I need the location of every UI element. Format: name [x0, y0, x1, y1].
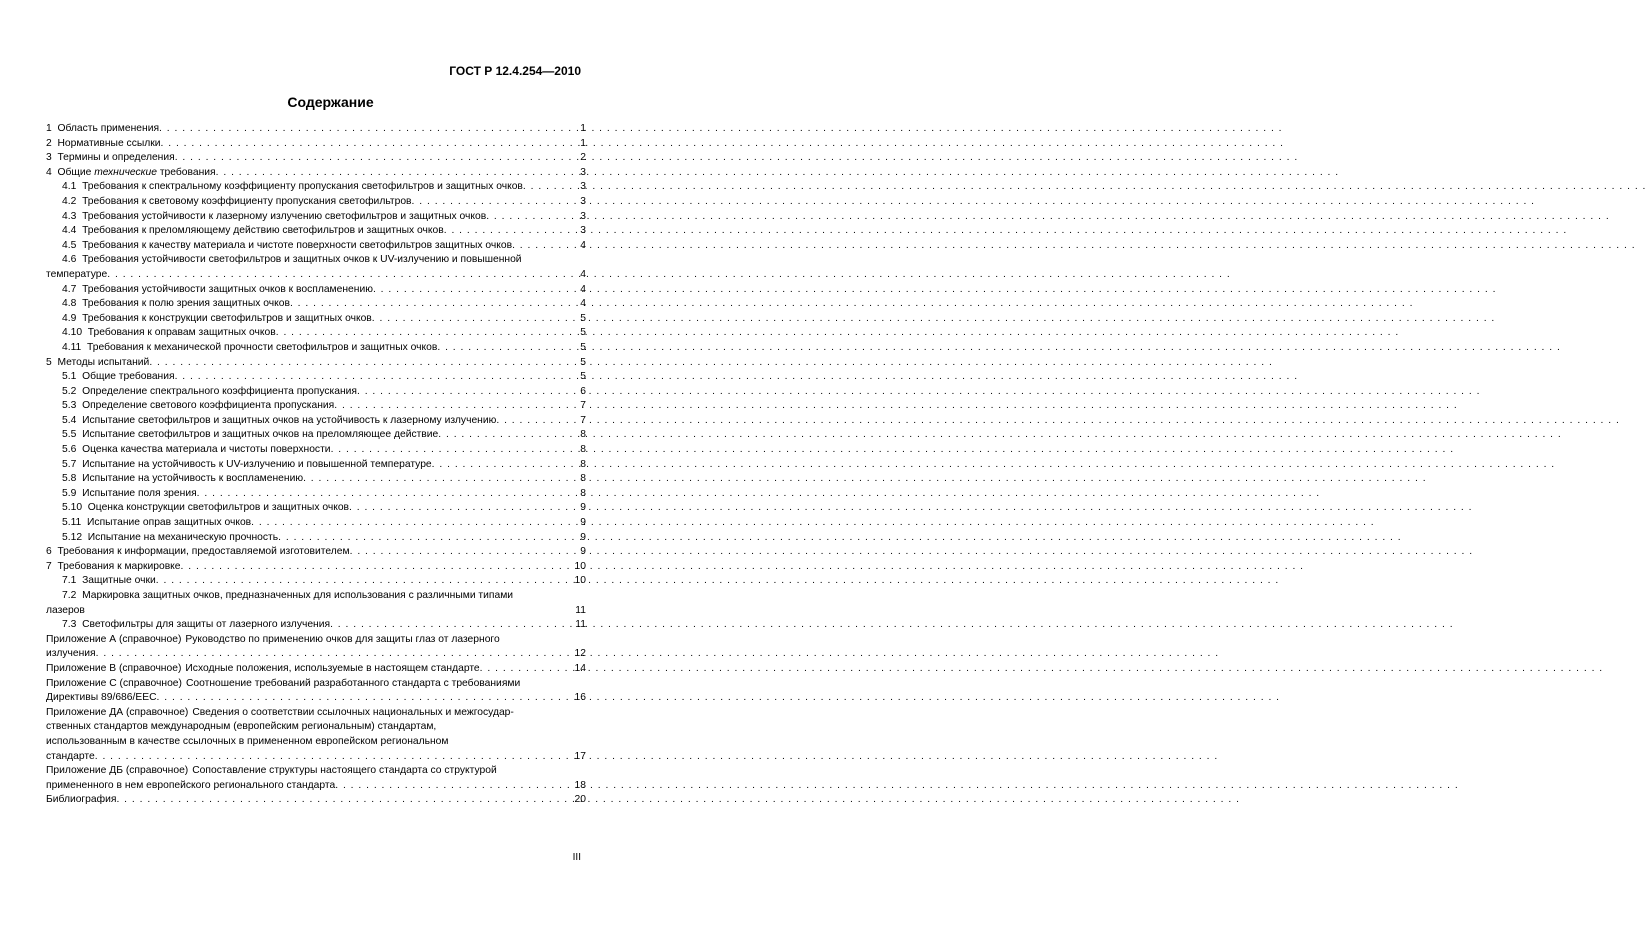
toc-page: 5 [580, 371, 586, 383]
toc-num: 5.2 [62, 385, 77, 397]
toc-text: Требования к информации, предоставляемой изготовителем [57, 546, 350, 558]
toc-entry[interactable] [46, 151, 586, 166]
annex-text: стандарте [46, 750, 95, 762]
toc-text: Испытание светофильтров и защитных очков на преломляющее действие [82, 429, 439, 441]
toc-entry[interactable] [46, 443, 586, 458]
toc-text: Требования к преломляющему действию светофильтров и защитных очков [82, 225, 444, 237]
annex-prefix: Приложение С (справочное) [46, 677, 182, 689]
toc-page: 8 [580, 473, 586, 485]
toc-text: Нормативные ссылки [57, 137, 161, 149]
toc-entry-bibliography[interactable] [46, 793, 586, 808]
toc-text: Термины и определения [57, 152, 175, 164]
toc-text: Требования к маркировке [57, 560, 181, 572]
toc-num: 5.9 [62, 487, 77, 499]
annex-text: Директивы 89/686/ЕЕС [46, 692, 157, 704]
toc-text-continued: лазеров [46, 604, 85, 616]
toc-entry[interactable] [46, 472, 586, 487]
toc-text: Библиография [46, 794, 117, 806]
toc-entry[interactable] [46, 122, 586, 137]
toc-text: Требования к механической прочности светофильтров и защитных очков [87, 341, 438, 353]
toc-page: 8 [580, 444, 586, 456]
toc-page: 7 [580, 414, 586, 426]
toc-entry[interactable] [46, 341, 586, 356]
toc-text: Требования к спектральному коэффициенту пропускания светофильтров и защитных очков [82, 181, 523, 193]
toc-text-part: Общие [57, 166, 95, 178]
toc-entry[interactable] [46, 414, 586, 429]
annex-prefix: Приложение В (справочное) [46, 662, 182, 674]
toc-text: Требования к полю зрения защитных очков [82, 298, 290, 310]
toc-text: Испытание оправ защитных очков [87, 517, 252, 529]
toc-text: Маркировка защитных очков, предназначенных для использования с различными типами [82, 590, 514, 601]
toc-entry[interactable] [46, 531, 586, 546]
toc-text: Методы испытаний [57, 356, 150, 368]
annex-text: Сведения о соответствии ссылочных национальных и межгосудар- [192, 706, 514, 718]
toc-entry[interactable] [46, 560, 586, 575]
toc-entry[interactable] [46, 253, 586, 282]
toc-num: 2 [46, 137, 52, 149]
toc-page: 11 [575, 604, 586, 616]
toc-page: 5 [580, 341, 586, 353]
toc-num: 4.11 [62, 341, 82, 353]
toc-text: Испытание светофильтров и защитных очков на устойчивость к лазерному излучению [82, 414, 497, 426]
toc-entry[interactable] [46, 574, 586, 589]
toc-num: 5.5 [62, 429, 77, 441]
toc-entry[interactable] [46, 326, 586, 341]
annex-text: Руководство по применению очков для защиты глаз от лазерного [185, 633, 500, 645]
toc-annex-entry[interactable] [46, 662, 586, 677]
toc-annex-entry[interactable] [46, 633, 586, 662]
toc-text: Требования к оправам защитных очков [87, 327, 276, 339]
toc-page: 3 [580, 225, 586, 237]
toc-text-continued: температуре [46, 268, 108, 280]
toc-annex-entry[interactable] [46, 764, 586, 793]
toc-text: Требования устойчивости защитных очков к воспламенению [82, 283, 373, 295]
toc-entry[interactable] [46, 399, 586, 414]
toc-num: 4.4 [62, 225, 77, 237]
toc-num: 7.1 [62, 575, 77, 587]
toc-page: 9 [580, 546, 586, 558]
toc-page: 1 [580, 137, 586, 149]
toc-num: 5.3 [62, 400, 77, 412]
toc-num: 4.2 [62, 195, 77, 207]
toc-entry[interactable] [46, 210, 586, 225]
toc-page: 8 [580, 458, 586, 470]
toc-page: 6 [580, 385, 586, 397]
toc-num: 1 [46, 123, 52, 134]
toc-text: Определение светового коэффициента пропускания [82, 400, 335, 412]
toc-entry[interactable] [46, 312, 586, 327]
toc-page: 5 [580, 312, 586, 324]
toc-entry[interactable] [46, 385, 586, 400]
toc-num: 4.1 [62, 181, 77, 193]
toc-entry[interactable] [46, 501, 586, 516]
toc-entry[interactable] [46, 370, 586, 385]
toc-text: Требования устойчивости светофильтров и защитных очков к UV-излучению и повышенной [82, 254, 522, 266]
toc-page: 9 [580, 502, 586, 514]
toc-annex-entry[interactable] [46, 706, 586, 764]
toc-text-italic: технические [94, 166, 157, 178]
toc-page: 14 [574, 662, 586, 674]
toc-num: 7.2 [62, 590, 77, 601]
toc-num: 4 [46, 166, 52, 178]
toc-entry[interactable] [46, 545, 586, 560]
toc-text: Требования к световому коэффициенту пропускания светофильтров [82, 195, 412, 207]
toc-page: 5 [580, 327, 586, 339]
toc-num: 5.11 [62, 517, 82, 529]
toc-page: 3 [580, 195, 586, 207]
toc-text: Испытание на устойчивость к воспламенению [82, 473, 304, 485]
toc-entry[interactable] [46, 166, 586, 181]
toc-page: 8 [580, 487, 586, 499]
toc-entry[interactable] [46, 283, 586, 298]
toc-page: 11 [575, 619, 586, 631]
annex-text: Исходные положения, используемые в настоящем стандарте [185, 662, 480, 674]
toc-num: 4.6 [62, 254, 77, 266]
annex-text: излучения [46, 648, 96, 660]
annex-text: примененного в нем европейского регионального стандарта [46, 779, 336, 791]
toc-page: 12 [574, 648, 586, 660]
toc-num: 7 [46, 560, 52, 572]
toc-num: 5.1 [62, 371, 77, 383]
toc-entry[interactable] [46, 487, 586, 502]
annex-prefix: Приложение ДА (справочное) [46, 706, 189, 718]
toc-entry[interactable] [46, 137, 586, 152]
toc-num: 3 [46, 152, 52, 164]
toc-page: 3 [580, 210, 586, 222]
document-header: ГОСТ Р 12.4.254—2010 [449, 64, 581, 78]
toc-page: 4 [580, 239, 586, 251]
toc-page: 1 [580, 123, 586, 134]
toc-entry[interactable] [46, 516, 586, 531]
toc-num: 7.3 [62, 619, 77, 631]
toc-num: 5.6 [62, 444, 77, 456]
toc-text: Светофильтры для защиты от лазерного излучения [82, 619, 331, 631]
toc-text: Испытание на устойчивость к UV-излучению и повышенной температуре [82, 458, 432, 470]
toc-text: Требования к конструкции светофильтров и защитных очков [82, 312, 372, 324]
toc-page: 9 [580, 531, 586, 543]
toc-text: Испытание поля зрения [82, 487, 197, 499]
annex-prefix: Приложение ДБ (справочное) [46, 765, 189, 777]
annex-text: ственных стандартов международным (европейским региональным) стандартам, [46, 721, 437, 733]
toc-annex-entry[interactable] [46, 677, 586, 706]
toc-num: 4.9 [62, 312, 77, 324]
toc-text: Определение спектрального коэффициента пропускания [82, 385, 357, 397]
toc-text: Область применения [57, 123, 160, 134]
toc-page: 3 [580, 181, 586, 193]
toc-page: 3 [580, 166, 586, 178]
toc-page: 20 [574, 794, 586, 806]
toc-num: 5.12 [62, 531, 83, 543]
toc-num: 4.3 [62, 210, 77, 222]
table-of-contents [46, 122, 586, 808]
annex-text: Соотношение требований разработанного стандарта с требованиями [185, 677, 521, 689]
toc-entry[interactable] [46, 428, 586, 443]
toc-num: 4.10 [62, 327, 83, 339]
toc-text-part: требования [156, 166, 216, 178]
toc-num: 5.10 [62, 502, 83, 514]
toc-entry[interactable] [46, 180, 586, 195]
toc-page: 9 [580, 517, 586, 529]
toc-entry[interactable] [46, 239, 586, 254]
toc-text: Оценка качества материала и чистоты поверхности [82, 444, 331, 456]
toc-text: Оценка конструкции светофильтров и защитных очков [87, 502, 350, 514]
toc-entry[interactable] [46, 458, 586, 473]
annex-text: Сопоставление структуры настоящего стандарта со структурой [192, 765, 497, 777]
annex-text: использованным в качестве ссылочных в примененном европейском региональном [46, 735, 449, 747]
toc-page: 10 [574, 575, 586, 587]
toc-entry[interactable] [46, 618, 586, 633]
toc-text: Защитные очки [82, 575, 156, 587]
toc-page: 4 [580, 268, 586, 280]
toc-page: 8 [580, 429, 586, 441]
toc-num: 6 [46, 546, 52, 558]
toc-page: 7 [580, 400, 586, 412]
toc-num: 4.5 [62, 239, 77, 251]
toc-page: 18 [574, 779, 586, 791]
toc-page: 4 [580, 298, 586, 310]
toc-page: 17 [574, 750, 586, 762]
toc-num: 5.7 [62, 458, 77, 470]
toc-page: 2 [580, 152, 586, 164]
toc-page: 4 [580, 283, 586, 295]
toc-text: Общие требования [82, 371, 175, 383]
toc-entry[interactable] [46, 297, 586, 312]
toc-text: Испытание на механическую прочность [87, 531, 279, 543]
toc-num: 4.8 [62, 298, 77, 310]
toc-entry[interactable] [46, 356, 586, 371]
toc-page: 5 [580, 356, 586, 368]
toc-page: 16 [574, 692, 586, 704]
toc-entry[interactable] [46, 195, 586, 210]
toc-num: 5 [46, 356, 52, 368]
toc-text: Требования к качеству материала и чистоте поверхности светофильтров защитных очков [82, 239, 513, 251]
page-title: Содержание [287, 94, 374, 110]
toc-entry[interactable] [46, 224, 586, 239]
toc-page: 10 [574, 560, 586, 572]
toc-num: 4.7 [62, 283, 77, 295]
annex-prefix: Приложение А (справочное) [46, 633, 182, 645]
toc-entry[interactable] [46, 589, 586, 618]
toc-num: 5.4 [62, 414, 77, 426]
toc-text: Требования устойчивости к лазерному излучению светофильтров и защитных очков [82, 210, 487, 222]
page-number: III [572, 852, 581, 863]
toc-num: 5.8 [62, 473, 77, 485]
